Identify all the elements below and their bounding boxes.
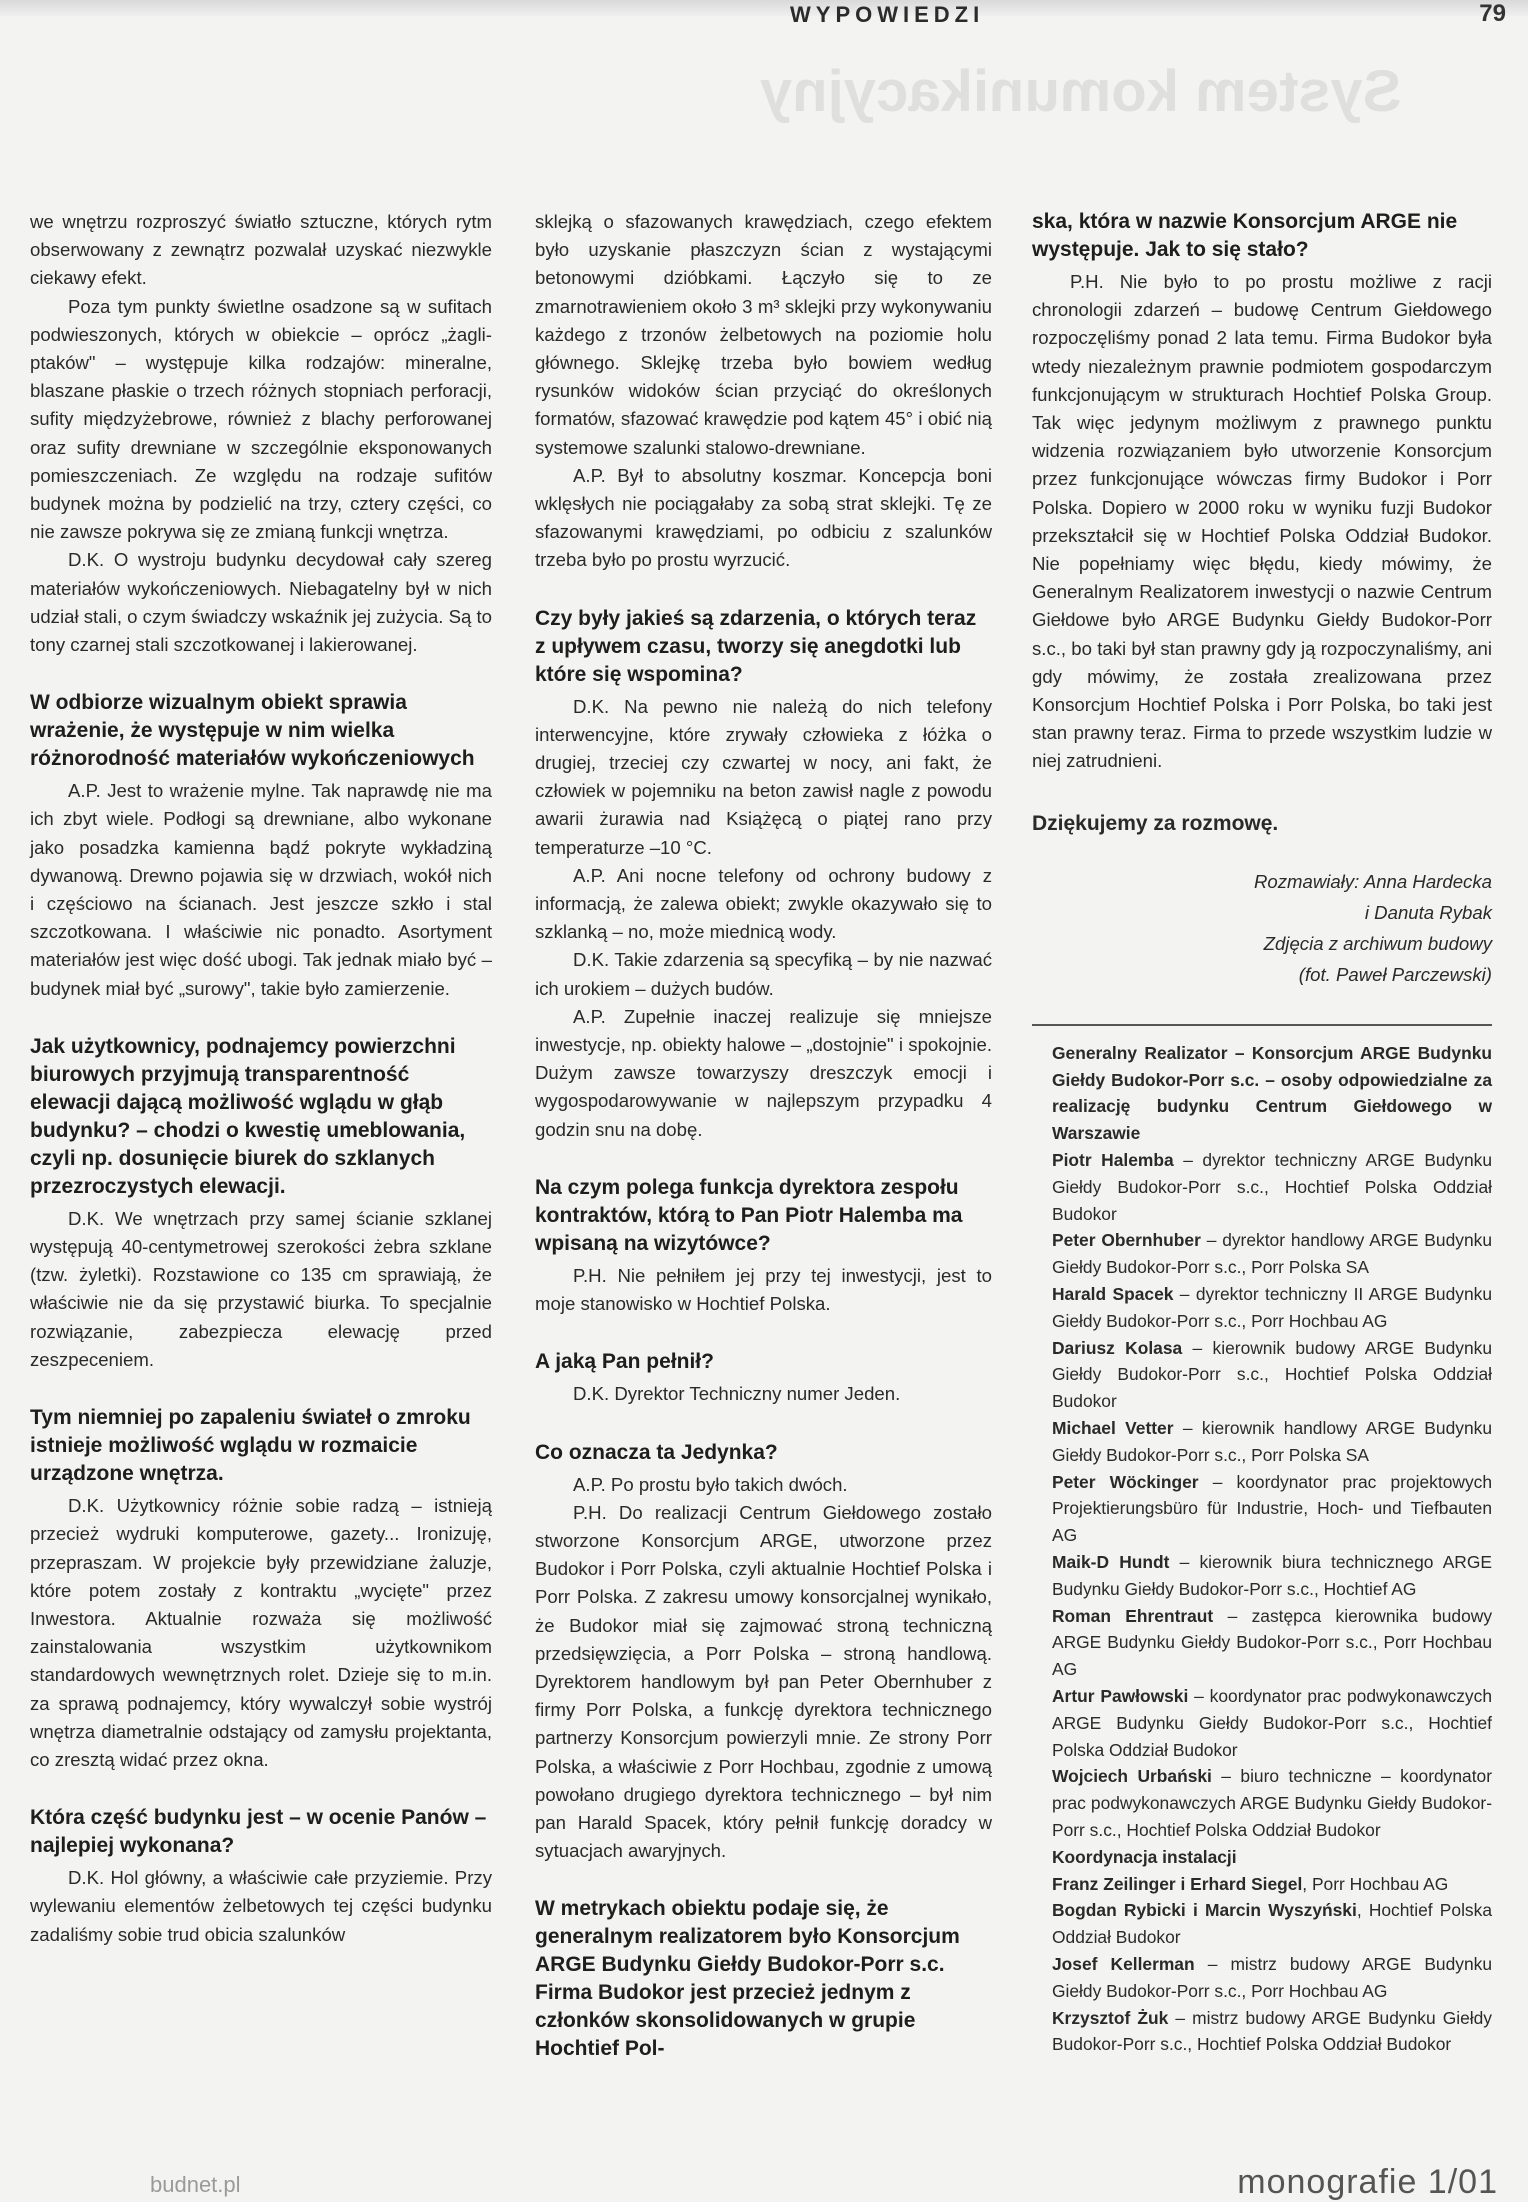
answer-text: Ani nocne telefony od ochrony budowy z informacją, że zalewa obiekt; zwykle okazywało się to szklanką – no, może miednicą wody. <box>535 864 992 943</box>
staff-entry <box>1052 1281 1492 1335</box>
speaker: D.K. <box>68 1207 105 1229</box>
credit-line: Rozmawiały: Anna Hardecka <box>1253 870 1492 892</box>
question-heading: Czy były jakieś są zdarzenia, o których teraz z upływem czasu, tworzy się anegdotki lub które się wspomina? <box>535 606 977 686</box>
speaker: P.H. <box>573 1264 607 1286</box>
paragraph: sklejką o sfazowanych krawędziach, czego efektem było uzyskanie płaszczyzn ścian z wystającymi betonowymi dzióbkami. Łączyło się to ze zmarnotrawieniem około 3 m³ sklejki przy wykonywaniu każdego z trzonów żelbetowych na poziomie holu głównego. Sklejkę trzeba było bowiem według rysunków widoków ścian przyciąć do określonych formatów, sfazować krawędzie pod kątem 45° i obić nią systemowe szalunki stalowo-drewniane. <box>535 211 992 458</box>
paragraph: Poza tym punkty świetlne osadzone są w sufitach podwieszonych, których w obiekcie – oprócz „żagli-ptaków" – występuje kilka rodzajów: mineralne, blaszane płaskie o trzech różnych stopniach perforacji, sufity międzyżebrowe, również z blachy perforowanej oraz sufity drewniane w szczególnie eksponowanych pomieszczeniach. Ze względu na rodzaje sufitów budynek można by podzielić na trzy, cztery części, co nie zawsze pokrywa się ze zmianą funkcji wnętrza. <box>30 295 492 543</box>
question-heading: W odbiorze wizualnym obiekt sprawia wrażenie, że występuje w nim wielka różnorodność materiałów wykończeniowych <box>30 691 475 771</box>
answer-paragraph <box>1032 268 1492 776</box>
answer-paragraph <box>535 1471 992 1499</box>
footer-website: budnet.pl <box>150 2172 241 2197</box>
speaker: P.H. <box>573 1501 607 1523</box>
staff-role: , Porr Hochbau AG <box>1302 1873 1449 1894</box>
question-heading: Tym niemniej po zapaleniu świateł o zmroku istnieje możliwość wglądu w rozmaicie urządzone wnętrza. <box>30 1406 471 1486</box>
answer-text: Użytkownicy różnie sobie radzą – istnieją przecież wydruki komputerowe, gazety... Ironizuję, przepraszam. W projekcie były przewidziane żaluzje, które potem zostały z kontraktu „wycięte" przez Inwestora. Aktualnie rozważa się możliwość zainstalowania wszystkim użytkownikom standardowych wewnętrznych rolet. Dzieje się to m.in. za sprawą podnajemcy, który wywalczył sobie wystrój wnętrza diametralnie odstający od zamysłu projektanta, co zresztą widać przez okna. <box>30 1495 492 1770</box>
staff-entry <box>1052 1147 1492 1227</box>
answer-paragraph <box>535 462 992 575</box>
credit-line: Zdjęcia z archiwum budowy <box>1263 932 1492 954</box>
answer-paragraph <box>30 777 492 1003</box>
answer-text: Takie zdarzenia są specyfiką – by nie nazwać ich urokiem – dużych budów. <box>535 949 992 999</box>
paragraph: we wnętrzu rozproszyć światło sztuczne, których rytm obserwowany z zewnątrz pozwalał uzyskać niezwykle ciekawy efekt. <box>30 211 492 289</box>
staff-name: Franz Zeilinger i Erhard Siegel <box>1052 1873 1303 1894</box>
answer-paragraph <box>535 1262 992 1318</box>
question-heading: W metrykach obiektu podaje się, że generalnym realizatorem było Konsorcjum ARGE Budynku Giełdy Budokor-Porr s.c. Firma Budokor jest przecież jednym z członków skonsolidowanych w grupie Hochtief Pol- <box>535 1897 960 2061</box>
staff-name: Artur Pawłowski <box>1052 1685 1189 1706</box>
answer-text: Po prostu było takich dwóch. <box>605 1473 848 1495</box>
staff-entry <box>1052 1040 1492 1147</box>
staff-entry <box>1052 1951 1492 2005</box>
staff-entry <box>1052 1683 1492 1763</box>
staff-role: – mistrz budowy ARGE Budynku Giełdy Budokor-Porr s.c., Porr Hochbau AG <box>1052 1953 1492 2001</box>
staff-entry <box>1052 2005 1492 2059</box>
answer-text: Nie pełniłem jej przy tej inwestycji, jest to moje stanowisko w Hochtief Polska. <box>535 1264 992 1315</box>
answer-text: Jest to wrażenie mylne. Tak naprawdę nie ma ich zbyt wiele. Podłogi są drewniane, albo wykonane jako posadzka kamienna bądź pokryte wykładziną dywanową. Drewno pojawia się w drzwiach, wokół nich i częściowo na ścianach. Jest jeszcze szkło i stal szczotkowana. I właściwie nic ponadto. Asortyment materiałów jest więc dość ubogi. Tak jednak miało być – budynek miał być „surowy", takie było zamierzenie. <box>30 780 492 999</box>
question-heading: Która część budynku jest – w ocenie Panów – najlepiej wykonana? <box>30 1806 487 1858</box>
question-heading: ska, która w nazwie Konsorcjum ARGE nie występuje. Jak to się stało? <box>1032 210 1458 261</box>
staff-entry <box>1052 1844 1492 1871</box>
credit-line: i Danuta Rybak <box>1364 901 1492 923</box>
staff-entry <box>1052 1897 1492 1951</box>
staff-name: Bogdan Rybicki i Marcin Wyszyński <box>1052 1900 1357 1921</box>
credits <box>1032 866 1492 990</box>
staff-entry <box>1052 1763 1492 1843</box>
show-through-title: System komunikacyjny <box>760 59 1402 124</box>
staff-role: – dyrektor handlowy ARGE Budynku Giełdy Budokor-Porr s.c., Porr Polska SA <box>1052 1230 1492 1278</box>
staff-role: – koordynator prac projektowych Projektierungsbüro für Industrie, Hoch- und Tiefbauten AG <box>1052 1471 1493 1546</box>
answer-paragraph <box>30 1205 492 1374</box>
staff-entry <box>1052 1335 1492 1415</box>
staff-role: – zastępca kierownika budowy ARGE Budynku Giełdy Budokor-Porr s.c., Porr Hochbau AG <box>1052 1605 1493 1680</box>
speaker: A.P. <box>573 464 606 486</box>
header-bar <box>0 0 1528 16</box>
speaker: A.P. <box>573 1473 606 1495</box>
section-label: WYPOWIEDZI <box>790 2 985 27</box>
staff-name: Roman Ehrentraut <box>1052 1605 1214 1626</box>
staff-entry <box>1052 1469 1492 1549</box>
staff-role: – kierownik biura technicznego ARGE Budynku Giełdy Budokor-Porr s.c., Hochtief AG <box>1052 1552 1492 1599</box>
answer-paragraph <box>30 1864 492 1949</box>
staff-name: Peter Obernhuber <box>1052 1230 1201 1251</box>
staff-role: – kierownik budowy ARGE Budynku Giełdy Budokor-Porr s.c., Hochtief Polska Oddział Budokor <box>1052 1337 1492 1412</box>
staff-role: , Hochtief Polska Oddział Budokor <box>1052 1900 1492 1948</box>
staff-name: Michael Vetter <box>1052 1418 1174 1439</box>
staff-name: Wojciech Urbański <box>1052 1766 1212 1787</box>
staff-entry <box>1052 1415 1492 1469</box>
staff-name: Josef Kellerman <box>1052 1953 1195 1974</box>
answer-text: We wnętrzach przy samej ścianie szklanej występują 40-centymetrowej szerokości żebra szklane (tzw. żyletki). Rozstawione co 135 cm sprawiają, że właściwie nie da się przystawić biurka. To specjalnie rozwiązanie, zabezpiecza elewację przed zeszpeceniem. <box>30 1207 492 1370</box>
answer-paragraph <box>30 546 492 659</box>
speaker: A.P. <box>573 1005 606 1027</box>
answer-paragraph <box>535 946 992 1002</box>
speaker: D.K. <box>573 1383 610 1405</box>
answer-text: Dyrektor Techniczny numer Jeden. <box>609 1383 901 1405</box>
staff-role: – biuro techniczne – koordynator prac podwykonawczych ARGE Budynku Giełdy Budokor-Porr s.c., Hochtief Polska Oddział Budokor <box>1052 1766 1492 1840</box>
answer-paragraph <box>30 1492 492 1774</box>
staff-name: Dariusz Kolasa <box>1052 1337 1183 1358</box>
staff-entry <box>1052 1603 1492 1683</box>
answer-text: Do realizacji Centrum Giełdowego zostało stworzone Konsorcjum ARGE, utworzone przez Budokor i Porr Polska, czyli aktualnie Hochtief Polska i Porr Polska. Z zakresu umowy konsorcjalnej wynikało, że Budokor miał się zajmować stroną techniczną przedsięwzięcia, a Porr Polska – stroną handlową. Dyrektorem handlowym był pan Peter Obernhuber z firmy Porr Polska, a funkcję dyrektora technicznego partnerzy Konsorcjum powierzyli mnie. Ze strony Porr Polska, a właściwie z Porr Hochbau, zgodnie z umową powołano drugiego dyrektora technicznego – był nim pan Harald Spacek, który pełnił funkcję doradcy w sytuacjach awaryjnych. <box>535 1501 992 1862</box>
answer-text: Nie było to po prostu możliwe z racji chronologii zdarzeń – budowę Centrum Giełdowego rozpoczęliśmy ponad 2 lata temu. Firma Budokor była wtedy niezależnym prawnie podmiotem gospodarczym funkcjonującym w strukturach Hochtief Polska Group. Tak więc jedynym możliwym z prawnego punktu widzenia rozwiązaniem było utworzenie Konsorcjum przez funkcjonujące wówczas firmy Budokor i Porr Polska. Dopiero w 2000 roku w wyniku fuzji Budokor przekształcił się w Hochtief Polska Oddział Budokor. Nie popełniamy więc błędu, kiedy mówimy, że Generalnym Realizatorem inwestycji o nazwie Centrum Giełdowe było ARGE Budynku Giełdy Budokor-Porr s.c., bo taki był stan prawny gdy ją rozpoczynaliśmy, ani gdy mówimy, że została zrealizowana przez Konsorcjum Hochtief Polska i Porr Polska, bo taki jest stan prawny teraz. Firma to przede wszystkim ludzie w niej zatrudnieni. <box>1032 271 1492 772</box>
answer-text: Był to absolutny koszmar. Koncepcja boni wklęsłych nie pociągałaby za sobą strat sklejki. Tę ze sfazowanymi krawędziami, po odbiciu z szalunków trzeba było po prostu wyrzucić. <box>535 464 992 571</box>
staff-name: Maik-D Hundt <box>1052 1552 1170 1572</box>
staff-name: Krzysztof Żuk <box>1052 2007 1169 2028</box>
speaker: D.K. <box>68 1495 105 1517</box>
speaker: D.K. <box>573 949 610 971</box>
answer-paragraph <box>535 693 992 862</box>
question-heading: Na czym polega funkcja dyrektora zespołu kontraktów, którą to Pan Piotr Halemba ma wpisaną na wizytówce? <box>535 1175 963 1255</box>
speaker: D.K. <box>573 695 610 717</box>
question-heading: Jak użytkownicy, podnajemcy powierzchni biurowych przyjmują transparentność elewacji dającą możliwość wglądu w głąb budynku? – chodzi o kwestię umeblowania, czyli np. dosunięcie biurek do szklanych przezroczystych elewacji. <box>30 1034 466 1198</box>
footer-issue: monografie 1/01 <box>1237 2163 1498 2201</box>
staff-entry <box>1052 1871 1492 1898</box>
staff-name: Peter Wöckinger <box>1052 1471 1199 1492</box>
question-heading: A jaką Pan pełnił? <box>535 1350 714 1374</box>
speaker: D.K. <box>68 1867 105 1889</box>
staff-role: – dyrektor techniczny II ARGE Budynku Giełdy Budokor-Porr s.c., Porr Hochbau AG <box>1052 1284 1493 1331</box>
answer-text: O wystroju budynku decydował cały szereg materiałów wykończeniowych. Niebagatelny był w nich udział stali, o czym świadczy wskaźnik jej zużycia. Są to tony czarnej stali szczotkowanej i lakierowanej. <box>30 549 492 656</box>
answer-paragraph <box>535 1499 992 1866</box>
answer-paragraph <box>535 1380 992 1408</box>
credit-line: (fot. Paweł Parczewski) <box>1298 963 1492 985</box>
staff-list <box>1032 1024 1492 2058</box>
staff-name: Piotr Halemba <box>1052 1150 1174 1171</box>
page-number: 79 <box>1479 0 1506 27</box>
staff-name: Koordynacja instalacji <box>1052 1846 1237 1867</box>
question-heading: Co oznacza ta Jedynka? <box>535 1440 778 1464</box>
staff-entry <box>1052 1549 1492 1603</box>
speaker: D.K. <box>68 549 105 571</box>
column-2 <box>535 208 992 2067</box>
thanks-line: Dziękujemy za rozmowę. <box>1032 811 1279 835</box>
speaker: P.H. <box>1070 271 1104 292</box>
answer-paragraph <box>535 862 992 947</box>
answer-text: Hol główny, a właściwie całe przyziemie. Przy wylewaniu elementów żelbetowych tej części budynku zadaliśmy sobie trud obicia szalunków <box>30 1867 492 1945</box>
staff-name: Generalny Realizator – Konsorcjum ARGE Budynku Giełdy Budokor-Porr s.c. – osoby odpowiedzialne za realizację budynku Centrum Giełdowego w Warszawie <box>1052 1042 1492 1144</box>
staff-role: – mistrz budowy ARGE Budynku Giełdy Budokor-Porr s.c., Hochtief Polska Oddział Budokor <box>1052 2007 1492 2055</box>
staff-entry <box>1052 1227 1492 1281</box>
answer-text: Zupełnie inaczej realizuje się mniejsze inwestycje, np. obiekty halowe – „dostojnie" i spokojnie. Dużym zawsze towarzyszy dreszczyk emocji i wygospodarowywanie w najlepszym przypadku 4 godzin snu na dobę. <box>535 1005 992 1140</box>
staff-role: – kierownik handlowy ARGE Budynku Giełdy Budokor-Porr s.c., Porr Polska SA <box>1052 1418 1492 1465</box>
staff-name: Harald Spacek <box>1052 1284 1174 1305</box>
answer-text: Na pewno nie należą do nich telefony interwencyjne, które zrywały człowieka z łóżka o drugiej, trzeciej czy czwartej w nocy, ani fakt, że człowiek w pojemniku na beton zawisł nagle z powodu awarii żurawia nad Książęcą o piątej rano przy temperaturze –10 °C. <box>535 695 992 858</box>
answer-paragraph <box>535 1003 992 1144</box>
speaker: A.P. <box>68 780 101 802</box>
column-3 <box>1032 208 1492 2058</box>
column-1 <box>30 208 492 1949</box>
staff-role: – koordynator prac podwykonawczych ARGE Budynku Giełdy Budokor-Porr s.c., Hochtief Polska Oddział Budokor <box>1052 1685 1492 1760</box>
staff-role: – dyrektor techniczny ARGE Budynku Giełdy Budokor-Porr s.c., Hochtief Polska Oddział Budokor <box>1052 1150 1493 1224</box>
speaker: A.P. <box>573 864 606 886</box>
